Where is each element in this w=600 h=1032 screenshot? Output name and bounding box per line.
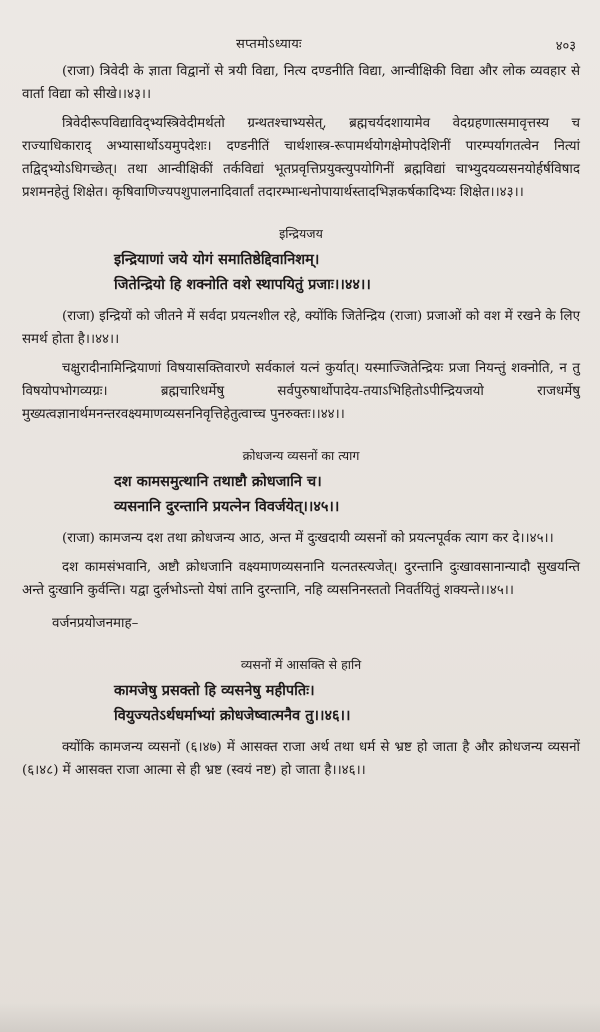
commentary-intro: वर्जनप्रयोजनमाह– [52,616,139,631]
verse-44-line-1: इन्द्रियाणां जये योगं समातिष्ठेद्दिवानिशम्। [114,251,320,268]
commentary-paragraph-45: दश कामसंभवानि, अष्टौ क्रोधजानि वक्ष्यमाणव्यसनानि यत्नतस्त्यजेत्। दुरन्तानि दुःखावसानान्यादौ सुखयन्ति अन्ते दुःखानि कुर्वन्ति। यद्वा दुर्लभोऽन्तो येषां तानि दुरन्तानि, नहि व्यसनिनस्ततो निवर्तयितुं शक्यन्ते।।४५।। [22,560,580,598]
commentary-paragraph-43: त्रिवेदीरूपविद्याविद्भ्यस्त्रिवेदीमर्थतो ग्रन्थतश्चाभ्यसेत्, ब्रह्मचर्यदशायामेव वेदग्रहणात्समावृत्तस्य च राज्याधिकाराद् अभ्यासार्थोऽयमुपदेशः। दण्डनीतिं चार्थशास्त्र-रूपामर्थयोगक्षेमोपदेशिनीं पारम्पर्यागतत्वेन नित्यां तद्विद्भ्योऽधिगच्छेत्। तथा आन्वीक्षिकीं तर्कविद्यां भूतप्रवृत्तिप्रयुक्त्युपयोगिनीं ब्रह्मविद्यां चाभ्युदयव्यसनयोर्हर्षविषाद प्रशमनहेतुं शिक्षेत। कृषिवाणिज्यपशुपालनादिवार्तां तदारम्भान्धनोपायार्थस्तादभिज्ञकर्षकादिभ्यः शिक्षेत।।४३।। [22,116,580,200]
verse-45-line-1: दश कामसमुत्थानि तथाष्टौ क्रोधजानि च। [114,473,322,490]
page-content [22,60,580,788]
translation-paragraph-45: (राजा) कामजन्य दश तथा क्रोधजन्य आठ, अन्त में दुःखदायी व्यसनों को प्रयत्नपूर्वक त्याग कर दे।।४५।। [62,531,554,546]
page-edge-shadow [0,1002,600,1032]
section-heading-krodhajanya: क्रोधजन्य व्यसनों का त्याग [242,448,360,463]
verse-46 [22,678,580,728]
verse-44 [22,247,580,297]
verse-44-line-2: जितेन्द्रियो हि शक्नोति वशे स्थापयितुं प्रजाः।।४४।। [114,276,371,293]
verse-46-line-2: वियुज्यतेऽर्थधर्माभ्यां क्रोधजेष्वात्मनैव तु।।४६।। [114,707,351,724]
verse-45 [22,469,580,519]
translation-paragraph-46: क्योंकि कामजन्य व्यसनों (६।४७) में आसक्त राजा अर्थ तथा धर्म से भ्रष्ट हो जाता है और क्रोधजन्य व्यसनों (६।४८) में आसक्त राजा आत्मा से ही भ्रष्ट (स्वयं नष्ट) हो जाता है।।४६।। [22,740,580,778]
commentary-paragraph-44: चक्षुरादीनामिन्द्रियाणां विषयासक्तिवारणे सर्वकालं यत्नं कुर्यात्। यस्माज्जितेन्द्रियः प्रजा नियन्तुं शक्नोति, न तु विषयोपभोगव्यग्रः। ब्रह्मचारिधर्मेषु सर्वपुरुषार्थोपादेय-तयाऽभिहितोऽपीन्द्रियजयो राजधर्मेषु मुख्यत्वज्ञानार्थमनन्तरवक्ष्यमाणव्यसननिवृत्तिहेतुत्वाच्च पुनरुक्तः।।४४।। [22,361,580,422]
section-heading-vyasana-hani: व्यसनों में आसक्ति से हानि [240,657,362,672]
running-head: सप्तमोऽध्यायः [236,37,302,52]
translation-paragraph-44: (राजा) इन्द्रियों को जीतने में सर्वदा प्रयत्नशील रहे, क्योंकि जितेन्द्रिय (राजा) प्रजाओं को वश में रखने के लिए समर्थ होता है।।४४।। [22,309,580,347]
verse-46-line-1: कामजेषु प्रसक्तो हि व्यसनेषु महीपतिः। [114,682,315,699]
verse-45-line-2: व्यसनानि दुरन्तानि प्रयत्नेन विवर्जयेत्।।४५।। [114,498,340,515]
section-heading-indriyajaya: इन्द्रियजय [279,226,323,241]
page-number: ४०३ [555,39,576,54]
translation-paragraph-43: (राजा) त्रिवेदी के ज्ञाता विद्वानों से त्रयी विद्या, नित्य दण्डनीति विद्या, आन्वीक्षिकी विद्या और लोक व्यवहार से वार्ता विद्या को सीखे।।४३।। [22,64,580,102]
